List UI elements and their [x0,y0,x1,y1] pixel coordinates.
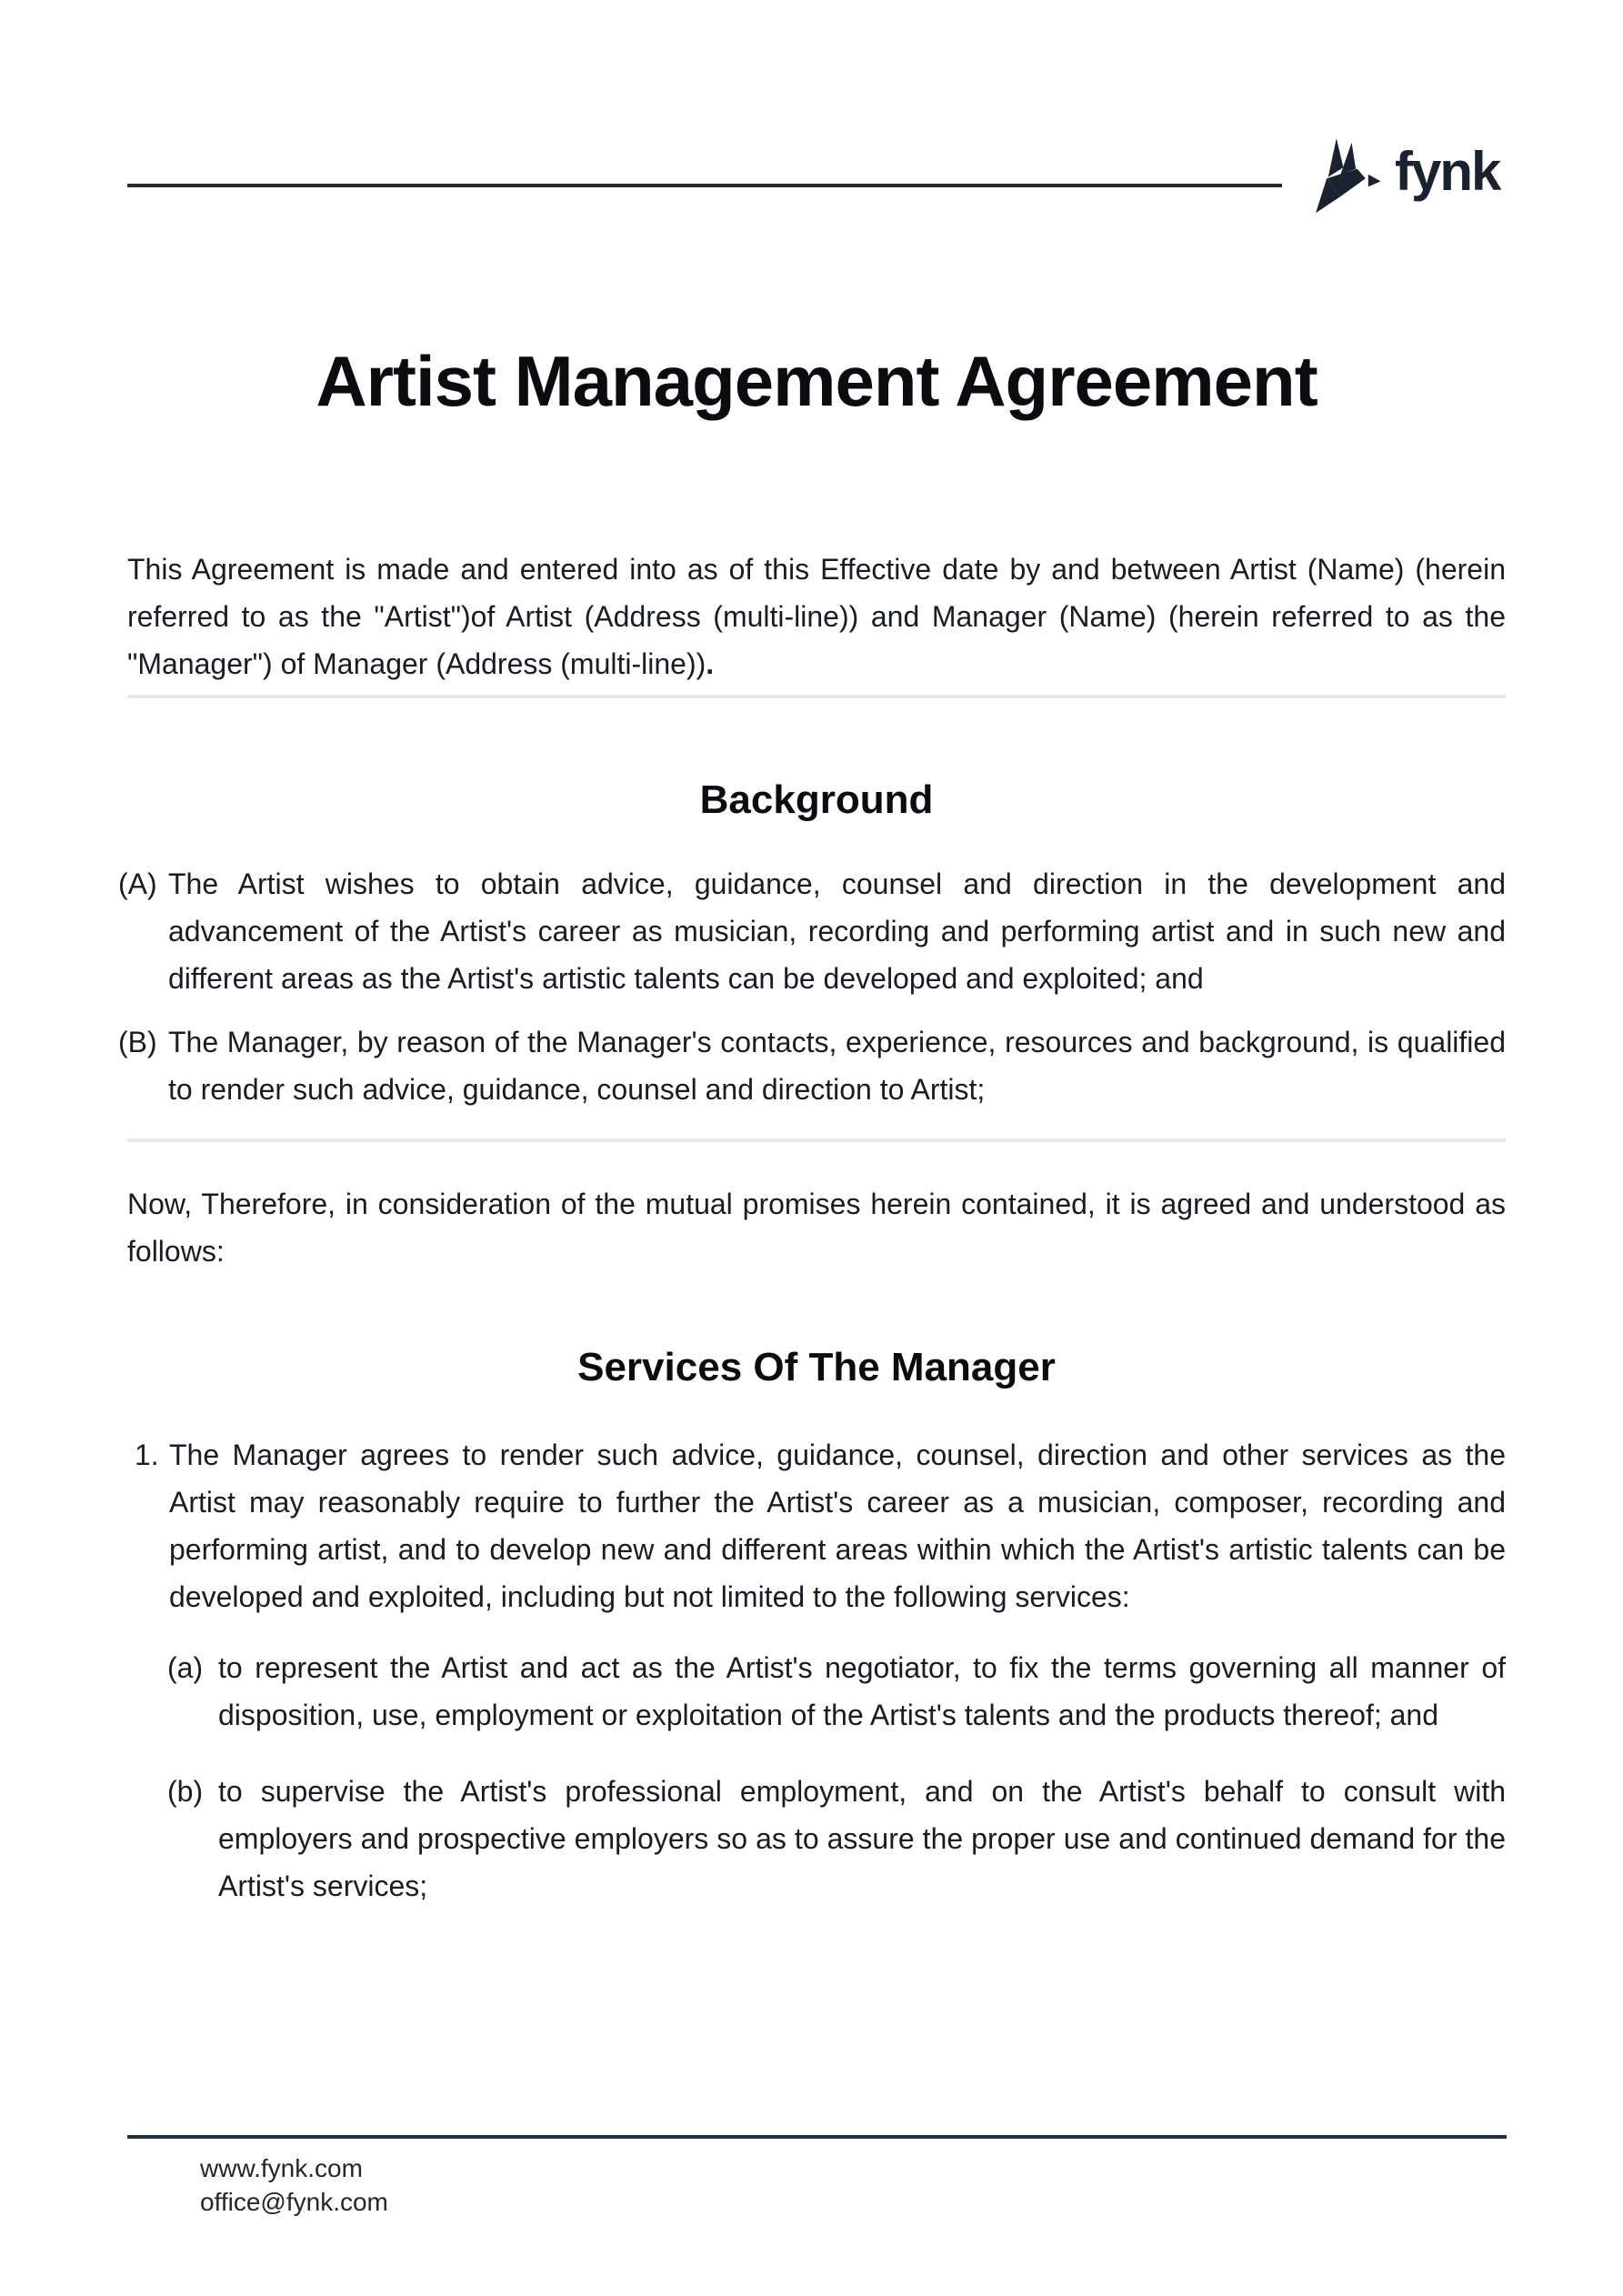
intro-period: . [706,647,715,680]
section-divider [127,1138,1506,1142]
services-item-1 [127,1431,1506,1620]
list-marker: (B) [118,1026,157,1058]
footer-contact [200,2151,388,2219]
services-subitem-a [127,1644,1506,1739]
list-marker: (A) [118,867,157,900]
background-item-b [118,1018,1506,1113]
list-text: The Artist wishes to obtain advice, guidance, counsel and direction in the development and advancement of the Artist's career as musician, recording and performing artist and in such new and different areas as the Artist's artistic talents can be developed and exploited; and [168,867,1506,995]
services-subitem-b [127,1768,1506,1910]
list-text: The Manager agrees to render such advice, guidance, counsel, direction and other services as the Artist may reasonably require to further the Artist's career as a musician, composer, recording and performing artist, and to develop new and different areas within which the Artist's artistic talents can be developed and exploited, including but not limited to the following services: [169,1439,1506,1613]
footer-rule [127,2135,1507,2139]
list-text: to supervise the Artist's professional employment, and on the Artist's behalf to consult with employers and prospective employers so as to assure the proper use and continued demand for the Artist's services; [218,1775,1506,1902]
list-marker: (b) [167,1775,204,1808]
list-text: The Manager, by reason of the Manager's contacts, experience, resources and background, is qualified to render such advice, guidance, counsel and direction to Artist; [168,1026,1506,1106]
list-marker: (a) [167,1651,204,1684]
list-text: to represent the Artist and act as the Artist's negotiator, to fix the terms governing all manner of disposition, use, employment or exploitation of the Artist's talents and the products thereof; and [218,1651,1506,1731]
footer-email: office@fynk.com [200,2188,388,2216]
logo-wordmark: fynk [1395,141,1500,202]
section-divider [127,695,1506,698]
intro-text: This Agreement is made and entered into as of this Effective date by and between Artist (Name) (herein referred to as the "Artist")of Artist (Address (multi-line)) and Manager (Name) (herein referred to as the "Manager") of Manager (Address (multi-line)) [127,553,1506,680]
services-heading: Services Of The Manager [577,1345,1056,1389]
background-item-a [118,860,1506,1002]
background-heading: Background [699,777,934,822]
footer-website: www.fynk.com [200,2154,363,2182]
document-content [118,0,1506,1910]
intro-paragraph [127,546,1506,687]
list-marker: 1. [135,1439,159,1471]
document-title: Artist Management Agreement [316,341,1317,421]
recitals-paragraph: Now, Therefore, in consideration of the mutual promises herein contained, it is agreed and understood as follows: [127,1188,1506,1268]
